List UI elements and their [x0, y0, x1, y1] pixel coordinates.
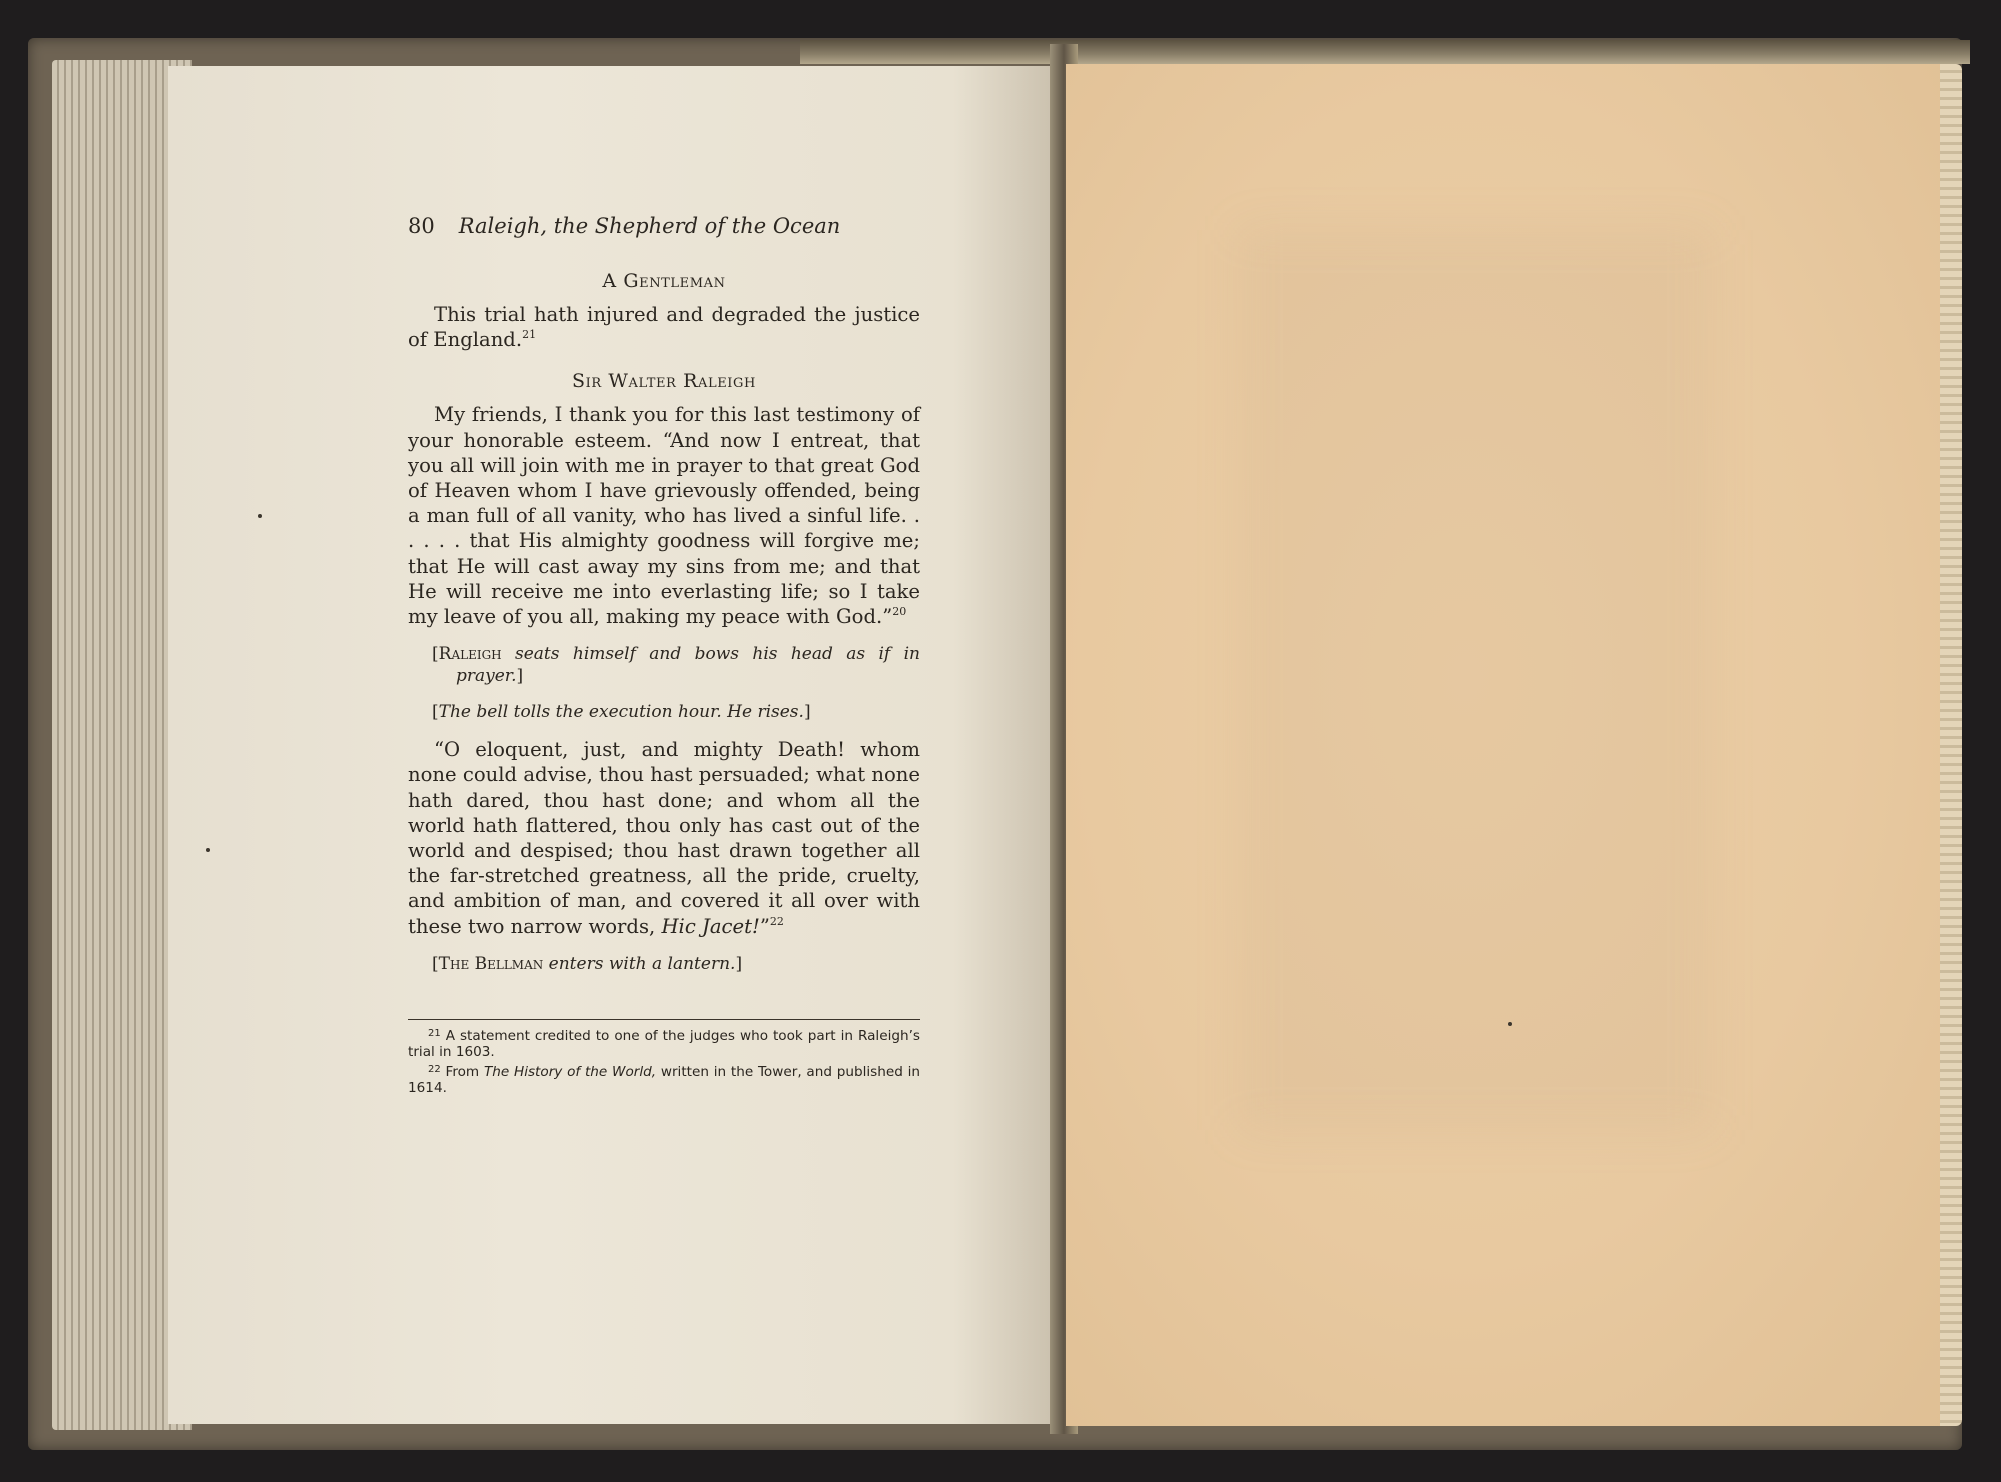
stage-direction: [432, 643, 920, 687]
death-speech-italic: Hic Jacet!: [661, 914, 760, 938]
death-speech: [408, 737, 920, 939]
speaker-raleigh: Sir Walter Raleigh: [572, 370, 756, 393]
paper-speck: [206, 848, 210, 852]
footnote-ref: 21: [522, 328, 537, 342]
footnote-number: 21: [428, 1027, 441, 1039]
paper-speck: [1508, 1022, 1512, 1026]
paper-speck: [258, 514, 262, 518]
stage-action: The bell tolls the execution hour. He rises.: [438, 702, 804, 723]
footnote-ref: 20: [892, 605, 907, 619]
stage-character: The Bellman: [438, 953, 544, 974]
raleigh-speech: [408, 402, 920, 629]
footnote-text: written in the Tower, and published in 1614.: [408, 1063, 920, 1096]
running-head: [408, 214, 920, 252]
stage-character: Raleigh: [438, 644, 502, 665]
footnote-book-title: The History of the World,: [483, 1063, 657, 1080]
closing-quote: ”: [759, 914, 770, 938]
speaker-gentleman: A Gentleman: [602, 270, 726, 292]
bracket: [: [432, 644, 439, 665]
stage-action: seats himself and bows his head as if in prayer.: [456, 644, 920, 687]
show-through-text: [1240, 230, 1710, 1130]
footnote-number: 22: [428, 1063, 441, 1075]
death-speech-text: “O eloquent, just, and mighty Death! whom none could advise, thou hast persuaded; what none hath dared, thou hast done; and whom all the world hath flattered, thou only has cast out of the world and despised; thou hast drawn together all the far-stretched greatness, all the pride, cruelty, and ambition of man, and covered it all over with these two narrow words,: [408, 738, 920, 938]
footnote-text: From: [445, 1063, 484, 1080]
footnote-22: [408, 1064, 920, 1096]
page-edges-right: [1940, 64, 1962, 1426]
bracket: [: [432, 702, 439, 723]
footnote-text: A statement credited to one of the judges who took part in Raleigh’s trial in 1603.: [408, 1027, 920, 1060]
footnote-ref: 22: [769, 914, 784, 928]
running-title: Raleigh, the Shepherd of the Ocean: [458, 214, 841, 238]
book-headband: [800, 40, 1970, 64]
footnotes: [408, 1019, 920, 1096]
gentleman-line-text: This trial hath injured and degraded the justice of England.: [408, 303, 920, 352]
stage-direction: [432, 701, 920, 723]
gentleman-line: [408, 302, 920, 352]
bracket: [: [432, 953, 439, 974]
bracket: ]: [735, 953, 743, 974]
footnote-21: [408, 1028, 920, 1060]
page-number: 80: [408, 214, 435, 238]
stage-direction: [432, 953, 920, 975]
speaker-heading: [408, 370, 920, 392]
stage-action: enters with a lantern.: [543, 953, 736, 974]
speaker-heading: [408, 270, 920, 292]
bracket: ]: [803, 702, 811, 723]
bracket: ]: [516, 666, 524, 687]
raleigh-speech-text: My friends, I thank you for this last testimony of your honorable esteem. “And now I entreat, that you all will join with me in prayer to that great God of Heaven whom I have grievously offended, being a man full of all vanity, who has lived a sinful life. . . . . . that His almighty goodness will forgive me; that He will cast away my sins from me; and that He will receive me into everlasting life; so I take my leave of you all, making my peace with God.”: [408, 403, 920, 629]
page-text: [408, 214, 920, 1100]
